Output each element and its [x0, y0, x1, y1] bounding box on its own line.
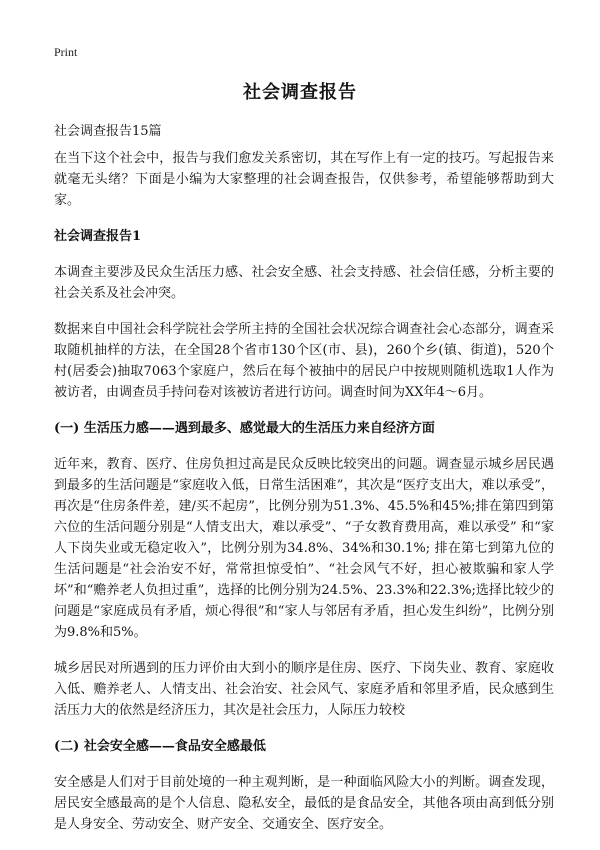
document-subtitle: 社会调查报告15篇 — [54, 124, 162, 139]
paragraph-method: 数据来自中国社会科学院社会学所主持的全国社会状况综合调查社会心态部分，调查采取随机抽样的方法，在全国28个省市130个区(市、县)，260个乡(镇、街道)，520个村(居委会)抽取7063个家庭户，然后在每个被抽中的居民户中按规则随机选取1人作为被访者，由调查员手持问卷对该被访者进行访问。调查时间为XX年4～6月。 — [54, 322, 554, 400]
section-heading: 社会调查报告1 — [54, 229, 142, 244]
intro-paragraph: 在当下这个社会中，报告与我们愈发关系密切，其在写作上有一定的技巧。写起报告来就毫无头绪？下面是小编为大家整理的社会调查报告，仅供参考，希望能够帮助到大家。 — [54, 151, 554, 208]
paragraph-scope: 本调查主要涉及民众生活压力感、社会安全感、社会支持感、社会信任感，分析主要的社会关系及社会冲突。 — [54, 265, 554, 301]
paragraph-safety: 安全感是人们对于目前处境的一种主观判断，是一种面临风险大小的判断。调查发现，居民安全感最高的是个人信息、隐私安全，最低的是食品安全，其他各项由高到低分别是人身安全、劳动安全、财产安全、交通安全、医疗安全。 — [54, 775, 554, 832]
document-title: 社会调查报告 — [243, 82, 357, 103]
subsection-heading-safety: (二) 社会安全感——食品安全感最低 — [54, 739, 266, 754]
paragraph-pressure-ranking: 城乡居民对所遇到的压力评价由大到小的顺序是住房、医疗、下岗失业、教育、家庭收入低、赡养老人、人情支出、社会治安、社会风气、家庭矛盾和邻里矛盾，民众感到生活压力大的依然是经济压力，其次是社会压力，人际压力较校 — [54, 661, 554, 718]
print-label: Print — [54, 45, 78, 59]
subsection-heading-pressure: (一) 生活压力感——遇到最多、感觉最大的生活压力来自经济方面 — [54, 421, 435, 436]
document-body — [54, 148, 554, 850]
paragraph-pressure-results: 近年来，教育、医疗、住房负担过高是民众反映比较突出的问题。调查显示城乡居民遇到最多的生活问题是“家庭收入低，日常生活困难”，其次是“医疗支出大，难以承受”，再次是“住房条件差，建/买不起房”，比例分别为51.3%、45.5%和45%;排在第四到第六位的生活问题分别是“人情支出大，难以承受”、“子女教育费用高，难以承受” 和“家人下岗失业或无稳定收入”，比例分别为34.8%、34%和30.1%; 排在第七到第九位的生活问题是“社会治安不好，常常担惊受怕”、“社会风气不好，担心被欺骗和家人学坏”和“赡养老人负担过重”，选择的比例分别为24.5%、23.3%和22.3%;选择比较少的问题是“家庭成员有矛盾，烦心得很”和“家人与邻居有矛盾，担心发生纠纷”，比例分别为9.8%和5%。 — [54, 457, 554, 640]
